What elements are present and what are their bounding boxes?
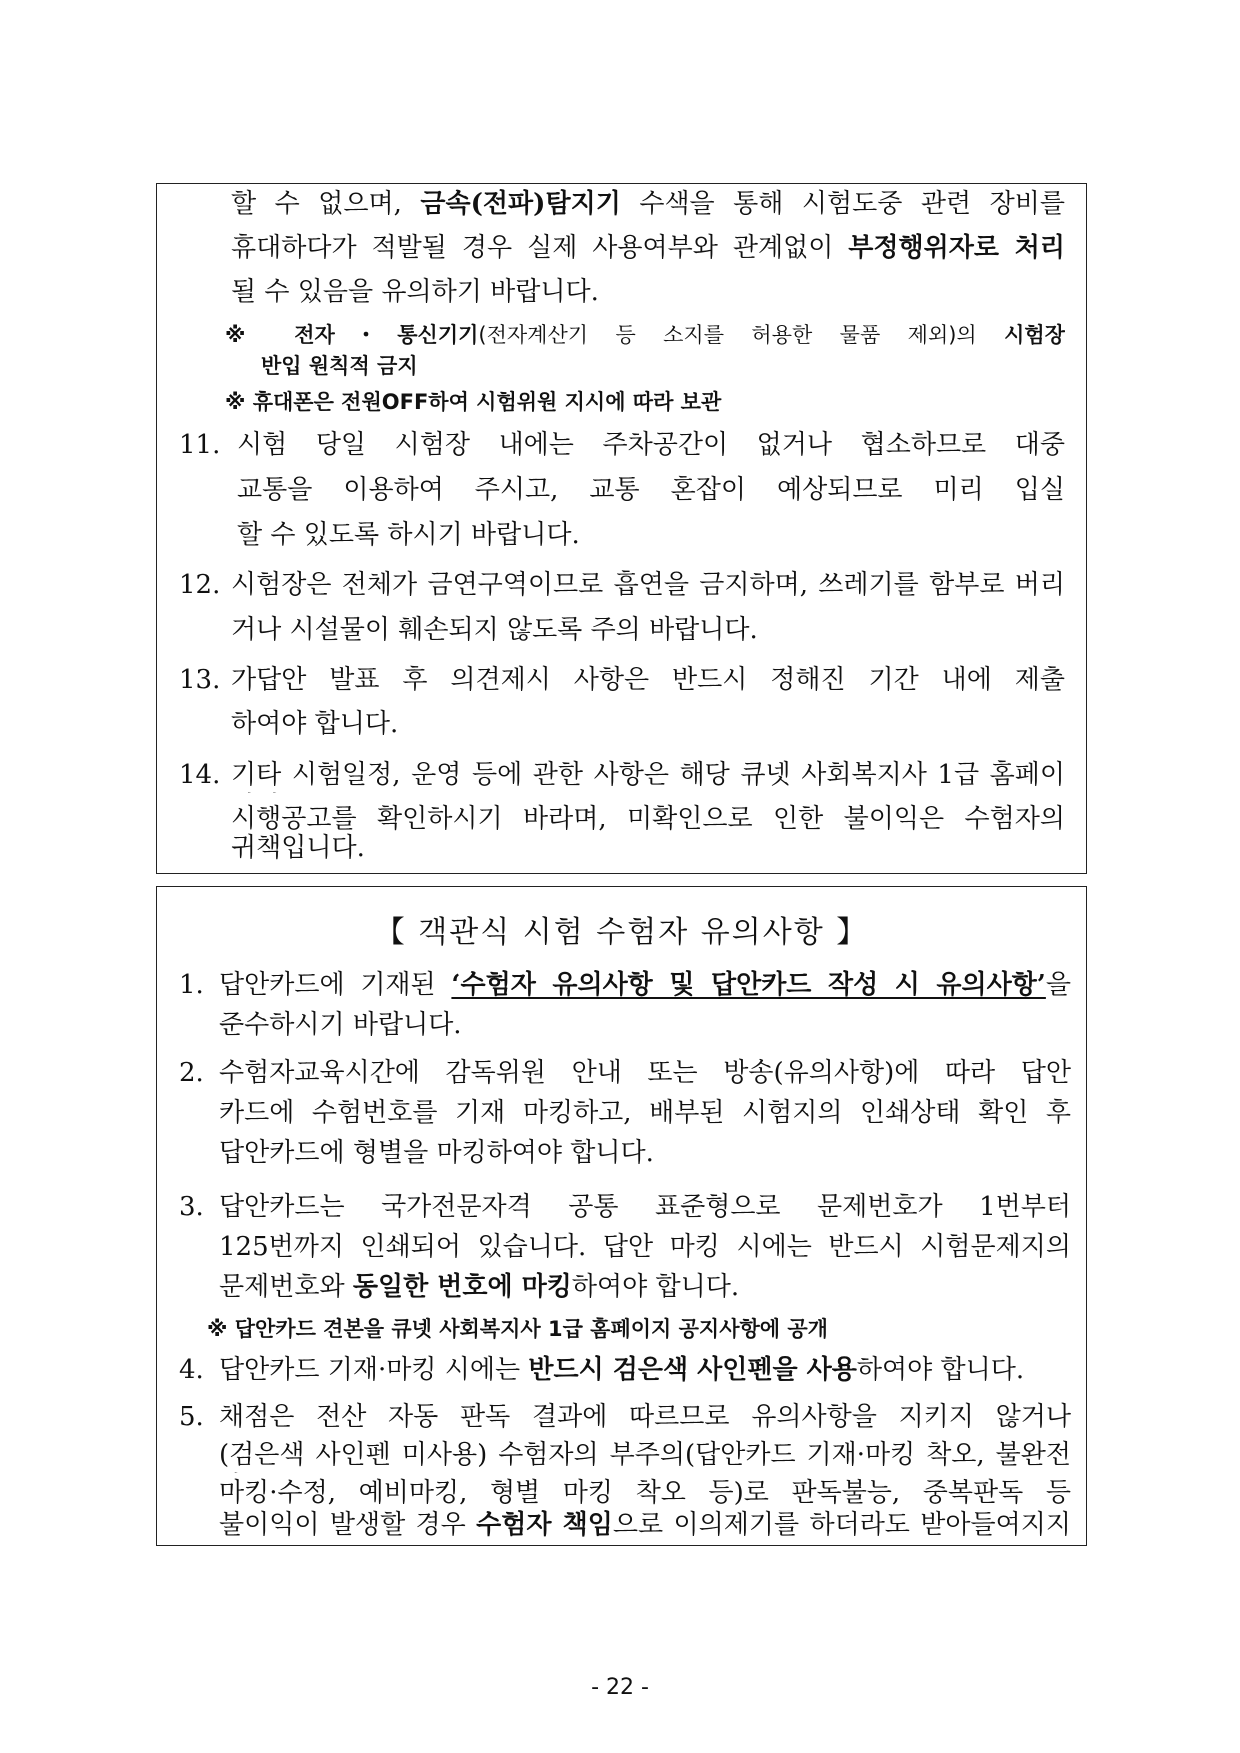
item-11-line-2: 교통을 이용하여 주시고, 교통 혼잡이 예상되므로 미리 입실: [237, 475, 1065, 505]
note-phone: ※ 휴대폰은 전원OFF하여 시험위원 지시에 따라 보관: [225, 390, 722, 414]
cont-line-1: [231, 188, 1065, 222]
item-5-line-1: 채점은 전산 자동 판독 결과에 따르므로 유의사항을 지키지 않거나: [219, 1402, 1071, 1432]
item-2-line-1: 수험자교육시간에 감독위원 안내 또는 방송(유의사항)에 따라 답안: [219, 1058, 1071, 1088]
note-mark: ※: [225, 323, 295, 347]
notice-box-continued: [156, 183, 1087, 874]
page-number: - 22 -: [591, 1675, 649, 1700]
text: 하여야 합니다.: [571, 1272, 740, 1302]
item-5-line-4: [219, 1509, 1071, 1543]
item-13-line-2: 하여야 합니다.: [231, 709, 399, 739]
text: (전자계산기 등 소지를 허용한 물품 제외)의: [478, 323, 1005, 347]
item-1-line-2: 준수하시기 바랍니다.: [219, 1010, 462, 1040]
item-2-line-3: 답안카드에 형별을 마킹하여야 합니다.: [219, 1138, 654, 1168]
objective-exam-notice-box: [156, 886, 1087, 1546]
item-12-line-2: 거나 시설물이 훼손되지 않도록 주의 바랍니다.: [231, 615, 758, 645]
text: 휴대하다가 적발될 경우 실제 사용여부와 관계없이: [231, 233, 849, 263]
item-14-line-2: 시행공고를 확인하시기 바라며, 미확인으로 인한 불이익은 수험자의: [231, 804, 1065, 834]
emphasis-text: 전자・통신기기: [294, 323, 479, 347]
note-electronics-line-2: 반입 원칙적 금지: [261, 354, 418, 378]
text: 답안카드 기재·마킹 시에는: [219, 1355, 529, 1385]
item-number: 5.: [179, 1402, 204, 1432]
text: 으로 이의제기를 하더라도 받아들여지지: [612, 1510, 1071, 1540]
text: 문제번호와: [219, 1272, 353, 1302]
emphasis-text: 반드시 검은색 사인펜을 사용: [528, 1355, 857, 1385]
item-number: 14.: [179, 760, 221, 790]
text: 할 수 없으며,: [231, 189, 421, 219]
item-2-line-2: 카드에 수험번호를 기재 마킹하고, 배부된 시험지의 인쇄상태 확인 후: [219, 1098, 1071, 1128]
item-3-line-1: 답안카드는 국가전문자격 공통 표준형으로 문제번호가 1번부터: [219, 1192, 1071, 1222]
emphasis-text: 금속(전파)탐지기: [420, 189, 621, 219]
item-number: 2.: [179, 1058, 204, 1088]
item-number: 1.: [179, 970, 204, 1000]
item-14-line-1: 기타 시험일정, 운영 등에 관한 사항은 해당 큐넷 사회복지사 1급 홈페이: [231, 760, 1065, 790]
cont-line-3: 될 수 있음을 유의하기 바랍니다.: [231, 277, 599, 307]
emphasis-text: 부정행위자로 처리: [848, 233, 1065, 263]
emphasis-text: 수험자 책임: [476, 1510, 613, 1540]
item-5-line-3: 마킹·수정, 예비마킹, 형별 마킹 착오 등)로 판독불능, 중복판독 등: [219, 1478, 1071, 1508]
note-electronics: [225, 319, 1065, 353]
item-3-line-3: [219, 1271, 739, 1303]
item-11-line-3: 할 수 있도록 하시기 바랍니다.: [237, 520, 580, 550]
text: 답안카드에 기재된: [219, 970, 452, 1000]
item-13-line-1: 가답안 발표 후 의견제시 사항은 반드시 정해진 기간 내에 제출: [231, 665, 1065, 695]
item-3-line-2: 125번까지 인쇄되어 있습니다. 답안 마킹 시에는 반드시 시험문제지의: [219, 1232, 1071, 1262]
item-number: 11.: [179, 430, 221, 460]
item-number: 13.: [179, 665, 221, 695]
item-number: 4.: [179, 1355, 204, 1385]
item-4-line-1: [219, 1354, 1024, 1386]
emphasis-text: 동일한 번호에 마킹: [352, 1272, 572, 1302]
item-12-line-1: 시험장은 전체가 금연구역이므로 흡연을 금지하며, 쓰레기를 함부로 버리: [231, 570, 1065, 600]
item-14-line-3: 귀책입니다.: [231, 833, 365, 863]
text: 불이익이 발생할 경우: [219, 1510, 477, 1540]
text: 하여야 합니다.: [856, 1355, 1025, 1385]
text: 을: [1045, 970, 1071, 1000]
emphasis-text: ‘수험자 유의사항 및 답안카드 작성 시 유의사항’: [451, 970, 1046, 1000]
section-title: 【 객관식 시험 수험자 유의사항 】: [374, 915, 869, 950]
item-1-line-1: [219, 969, 1071, 1003]
note-answer-card-sample: ※ 답안카드 견본을 큐넷 사회복지사 1급 홈페이지 공지사항에 공개: [207, 1317, 828, 1341]
text: 수색을 통해 시험도중 관련 장비를: [620, 189, 1065, 219]
item-number: 12.: [179, 570, 221, 600]
item-number: 3.: [179, 1192, 204, 1222]
cont-line-2: [231, 232, 1065, 266]
emphasis-text: 시험장: [1004, 323, 1065, 347]
item-11-line-1: 시험 당일 시험장 내에는 주차공간이 없거나 협소하므로 대중: [237, 430, 1065, 460]
item-5-line-2: (검은색 사인펜 미사용) 수험자의 부주의(답안카드 기재·마킹 착오, 불완전: [219, 1440, 1071, 1470]
